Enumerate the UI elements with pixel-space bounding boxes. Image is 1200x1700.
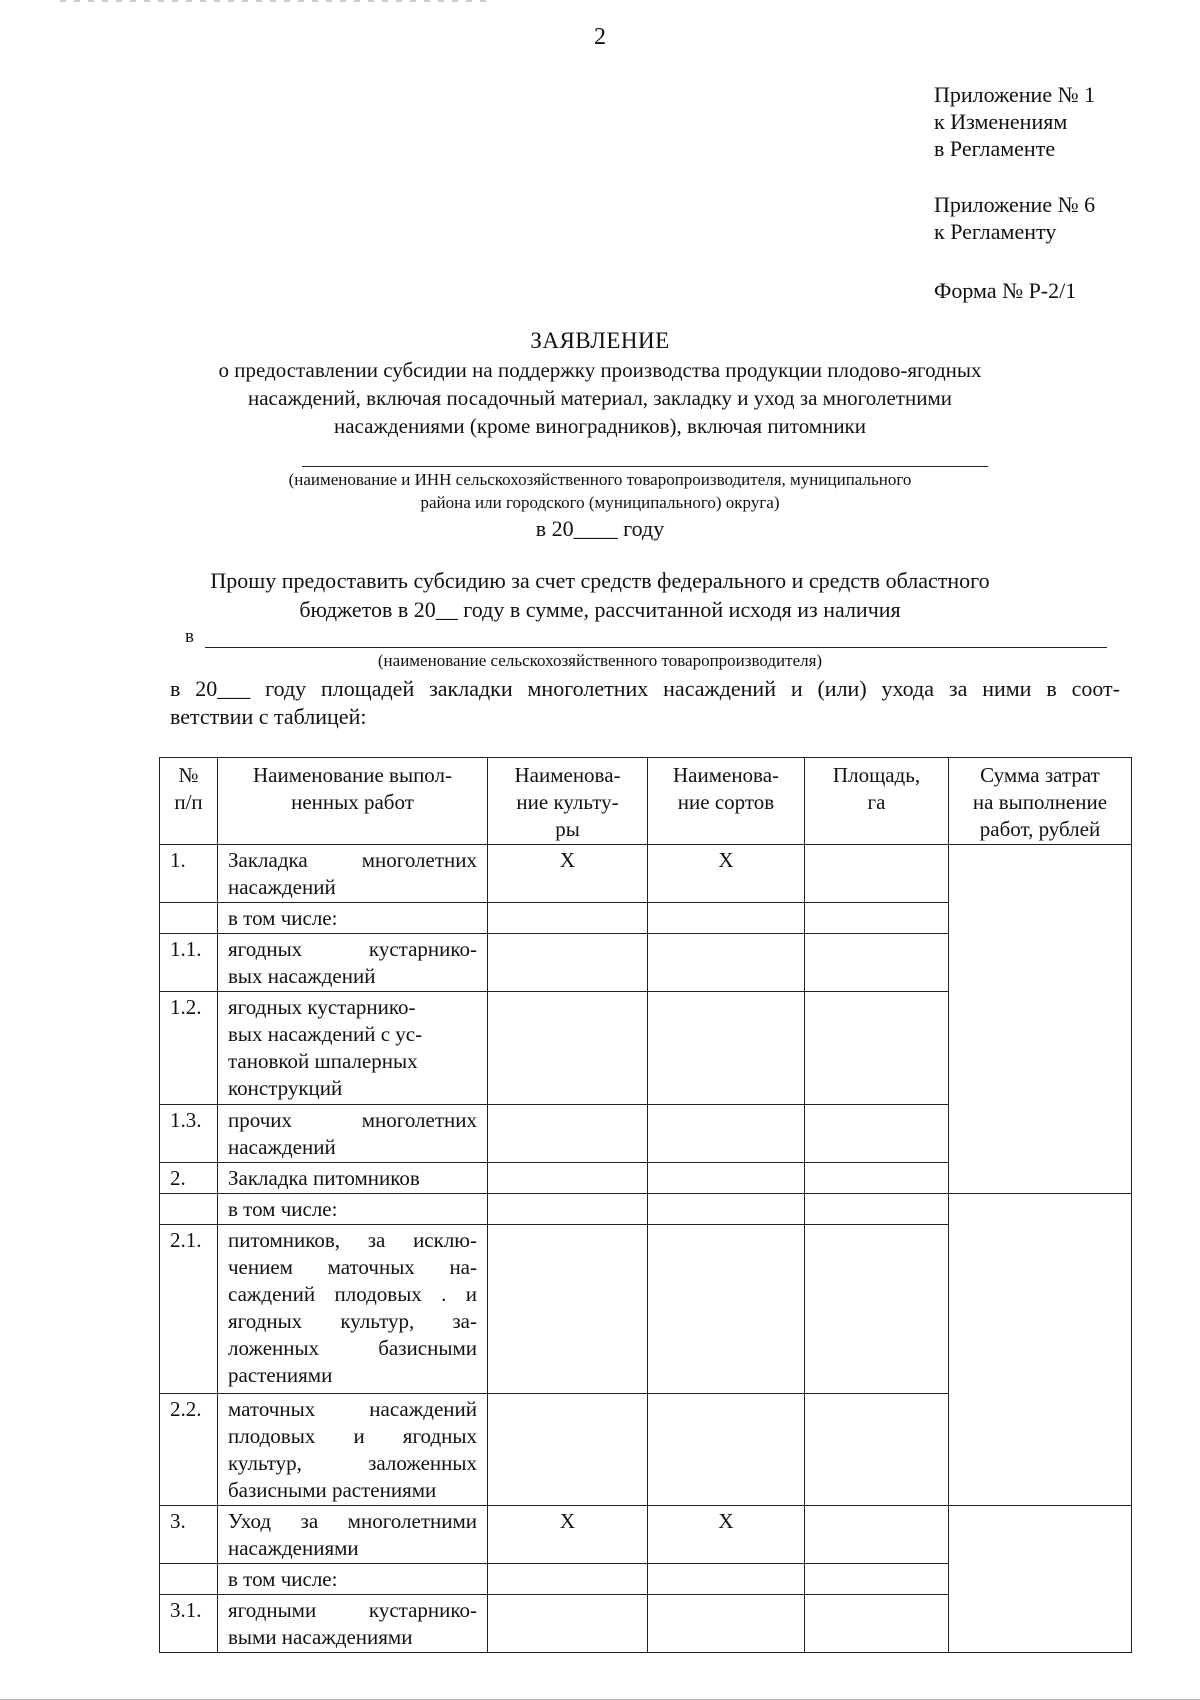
appendix-6-line: к Регламенту [934, 219, 1057, 244]
document-subtitle [150, 356, 1050, 440]
crop-cell[interactable] [488, 1194, 648, 1225]
request-line: бюджетов в 20__ году в сумме, рассчитанной исходя из наличия [299, 597, 901, 622]
work-name: Уход за многолетними насаждениями [218, 1506, 488, 1564]
row-number [160, 1194, 218, 1225]
caption-line: (наименование сельскохозяйственного товаропроизводителя) [377, 651, 823, 670]
variety-cell[interactable] [648, 934, 805, 992]
header-area: Площадь, га [805, 758, 949, 845]
variety-cell[interactable] [648, 992, 805, 1105]
work-name: питомников, за исклю- чением маточных на- саждений плодовых . и ягодных культур, за- ложенных базисными растениями [218, 1225, 488, 1394]
area-cell[interactable] [805, 845, 949, 903]
work-name: Закладка многолетних насаждений [218, 845, 488, 903]
header-variety: Наименова- ние сортов [648, 758, 805, 845]
applicant-name-blank[interactable] [302, 466, 988, 467]
variety-cell[interactable] [648, 1564, 805, 1595]
crop-cell[interactable] [488, 1394, 648, 1506]
producer-name-blank[interactable] [205, 647, 1107, 648]
variety-cell[interactable] [648, 1194, 805, 1225]
area-cell[interactable] [805, 1194, 949, 1225]
work-name: ягодных кустарнико- вых насаждений с ус- тановкой шпалерных конструкций [218, 992, 488, 1105]
header-cost: Сумма затрат на выполнение работ, рублей [949, 758, 1132, 845]
work-name: Закладка питомников [218, 1163, 488, 1194]
row-number: 1.2. [160, 992, 218, 1105]
cost-cell-group-3[interactable] [949, 1506, 1132, 1653]
area-cell[interactable] [805, 934, 949, 992]
area-cell[interactable] [805, 1595, 949, 1653]
in-prefix: в [185, 626, 194, 647]
row-number: 2. [160, 1163, 218, 1194]
appendix-1-line: в Регламенте [934, 136, 1056, 161]
header-num: № п/п [160, 758, 218, 845]
row-number: 1. [160, 845, 218, 903]
area-cell[interactable] [805, 1225, 949, 1394]
subtitle-line: насаждений, включая посадочный материал, закладку и уход за многолетними [248, 386, 952, 410]
cost-cell-group-2[interactable] [949, 1194, 1132, 1506]
work-name: в том числе: [218, 903, 488, 934]
variety-cell[interactable] [648, 1105, 805, 1163]
row-number: 3. [160, 1506, 218, 1564]
producer-caption [0, 649, 1200, 672]
page-number: 2 [594, 24, 606, 50]
work-name: прочих многолетних насаждений [218, 1105, 488, 1163]
variety-cell[interactable] [648, 1394, 805, 1506]
crop-cell[interactable] [488, 903, 648, 934]
appendix-6-line: Приложение № 6 [934, 192, 1096, 217]
variety-cell-crossed: X [648, 1506, 805, 1564]
table-row [160, 845, 1132, 903]
caption-line: района или городского (муниципального) округа) [420, 493, 780, 512]
intro-line: в 20___ году площадей закладки многолетних насаждений и (или) ухода за ними в соот- [170, 676, 1120, 701]
work-name: ягодных кустарнико- вых насаждений [218, 934, 488, 992]
appendix-6-note [934, 191, 1194, 245]
crop-cell-crossed: X [488, 845, 648, 903]
header-crop: Наименова- ние культу- ры [488, 758, 648, 845]
request-text [150, 566, 1050, 624]
subtitle-line: насаждениями (кроме виноградников), включая питомники [333, 414, 867, 438]
crop-cell[interactable] [488, 1105, 648, 1163]
work-name: в том числе: [218, 1194, 488, 1225]
subtitle-line: о предоставлении субсидии на поддержку производства продукции плодово-ягодных [218, 358, 982, 382]
table-header-row [160, 758, 1132, 845]
work-name: маточных насаждений плодовых и ягодных культур, заложенных базисными растениями [218, 1394, 488, 1506]
row-number: 2.2. [160, 1394, 218, 1506]
row-number: 1.3. [160, 1105, 218, 1163]
table-row [160, 1506, 1132, 1564]
crop-cell[interactable] [488, 1225, 648, 1394]
form-number [934, 277, 1194, 304]
crop-cell[interactable] [488, 992, 648, 1105]
table-row [160, 1194, 1132, 1225]
crop-cell[interactable] [488, 934, 648, 992]
scan-edge-top [60, 0, 490, 2]
variety-cell[interactable] [648, 903, 805, 934]
document-title: ЗАЯВЛЕНИЕ [530, 328, 670, 353]
intro-text [170, 675, 1120, 731]
crop-cell[interactable] [488, 1163, 648, 1194]
area-cell[interactable] [805, 992, 949, 1105]
work-name: ягодными кустарнико- выми насаждениями [218, 1595, 488, 1653]
variety-cell[interactable] [648, 1595, 805, 1653]
appendix-1-line: Приложение № 1 [934, 82, 1096, 107]
form-number-text: Форма № Р-2/1 [934, 278, 1077, 303]
crop-cell[interactable] [488, 1564, 648, 1595]
intro-line: ветствии с таблицей: [170, 704, 367, 729]
appendix-1-line: к Изменениям [934, 109, 1068, 134]
row-number [160, 903, 218, 934]
work-name: в том числе: [218, 1564, 488, 1595]
request-line: Прошу предоставить субсидию за счет средств федерального и средств областного [210, 568, 990, 593]
year-line: в 20____ году [535, 516, 665, 541]
area-cell[interactable] [805, 1163, 949, 1194]
area-cell[interactable] [805, 903, 949, 934]
crop-cell-crossed: X [488, 1506, 648, 1564]
row-number: 1.1. [160, 934, 218, 992]
crop-cell[interactable] [488, 1595, 648, 1653]
area-cell[interactable] [805, 1564, 949, 1595]
variety-cell-crossed: X [648, 845, 805, 903]
area-cell[interactable] [805, 1105, 949, 1163]
works-table [159, 757, 1132, 1653]
variety-cell[interactable] [648, 1225, 805, 1394]
caption-line: (наименование и ИНН сельскохозяйственного товаропроизводителя, муниципального [288, 470, 912, 489]
area-cell[interactable] [805, 1506, 949, 1564]
appendix-1-note [934, 81, 1194, 162]
applicant-caption [0, 468, 1200, 514]
area-cell[interactable] [805, 1394, 949, 1506]
header-work: Наименование выпол- ненных работ [218, 758, 488, 845]
row-number [160, 1564, 218, 1595]
cost-cell-group-1[interactable] [949, 845, 1132, 1194]
row-number: 2.1. [160, 1225, 218, 1394]
variety-cell[interactable] [648, 1163, 805, 1194]
row-number: 3.1. [160, 1595, 218, 1653]
